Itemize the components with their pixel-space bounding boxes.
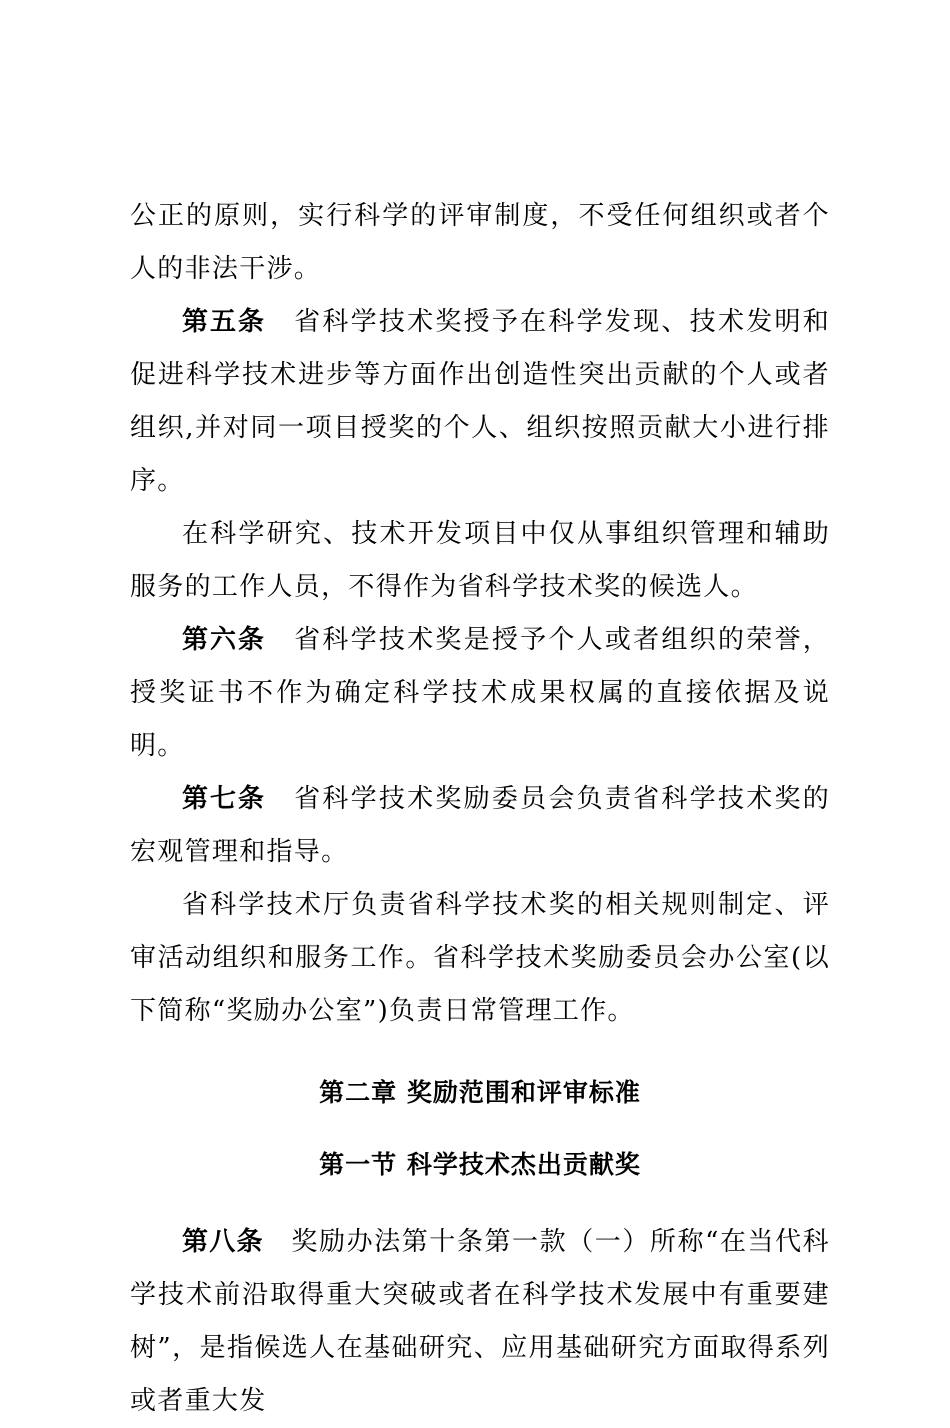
article-8 (130, 1216, 830, 1428)
article-5-text: 省科学技术奖授予在科学发现、技术发明和促进科学技术进步等方面作出创造性突出贡献的个人或者组织,并对同一项目授奖的个人、组织按照贡献大小进行排序。 (130, 307, 830, 496)
paragraph-department-duties: 省科学技术厅负责省科学技术奖的相关规则制定、评审活动组织和服务工作。省科学技术奖励委员会办公室(以下简称“奖励办公室”)负责日常管理工作。 (130, 890, 830, 1026)
chapter-title: 第二章 奖励范围和评审标准 (319, 1078, 641, 1107)
paragraph-support-staff: 在科学研究、技术开发项目中仅从事组织管理和辅助服务的工作人员，不得作为省科学技术奖的候选人。 (130, 519, 830, 602)
article-6 (130, 614, 830, 773)
document-page (130, 190, 830, 1428)
article-7 (130, 773, 830, 879)
article-8-text: 奖励办法第十条第一款（一）所称“在当代科学技术前沿取得重大突破或者在科学技术发展中有重要建树”，是指候选人在基础研究、应用基础研究方面取得系列或者重大发 (130, 1227, 830, 1416)
article-7-text: 省科学技术奖励委员会负责省科学技术奖的宏观管理和指导。 (130, 784, 830, 867)
article-8-label: 第八条 (182, 1227, 264, 1257)
article-5-label: 第五条 (182, 307, 266, 337)
article-6-label: 第六条 (182, 625, 266, 655)
article-7-label: 第七条 (182, 784, 266, 814)
section-title: 第一节 科学技术杰出贡献奖 (319, 1150, 641, 1179)
paragraph-fairness-continuation: 公正的原则，实行科学的评审制度，不受任何组织或者个人的非法干涉。 (130, 201, 830, 284)
article-5 (130, 296, 830, 508)
article-6-text: 省科学技术奖是授予个人或者组织的荣誉，授奖证书不作为确定科学技术成果权属的直接依据及说明。 (130, 625, 830, 761)
